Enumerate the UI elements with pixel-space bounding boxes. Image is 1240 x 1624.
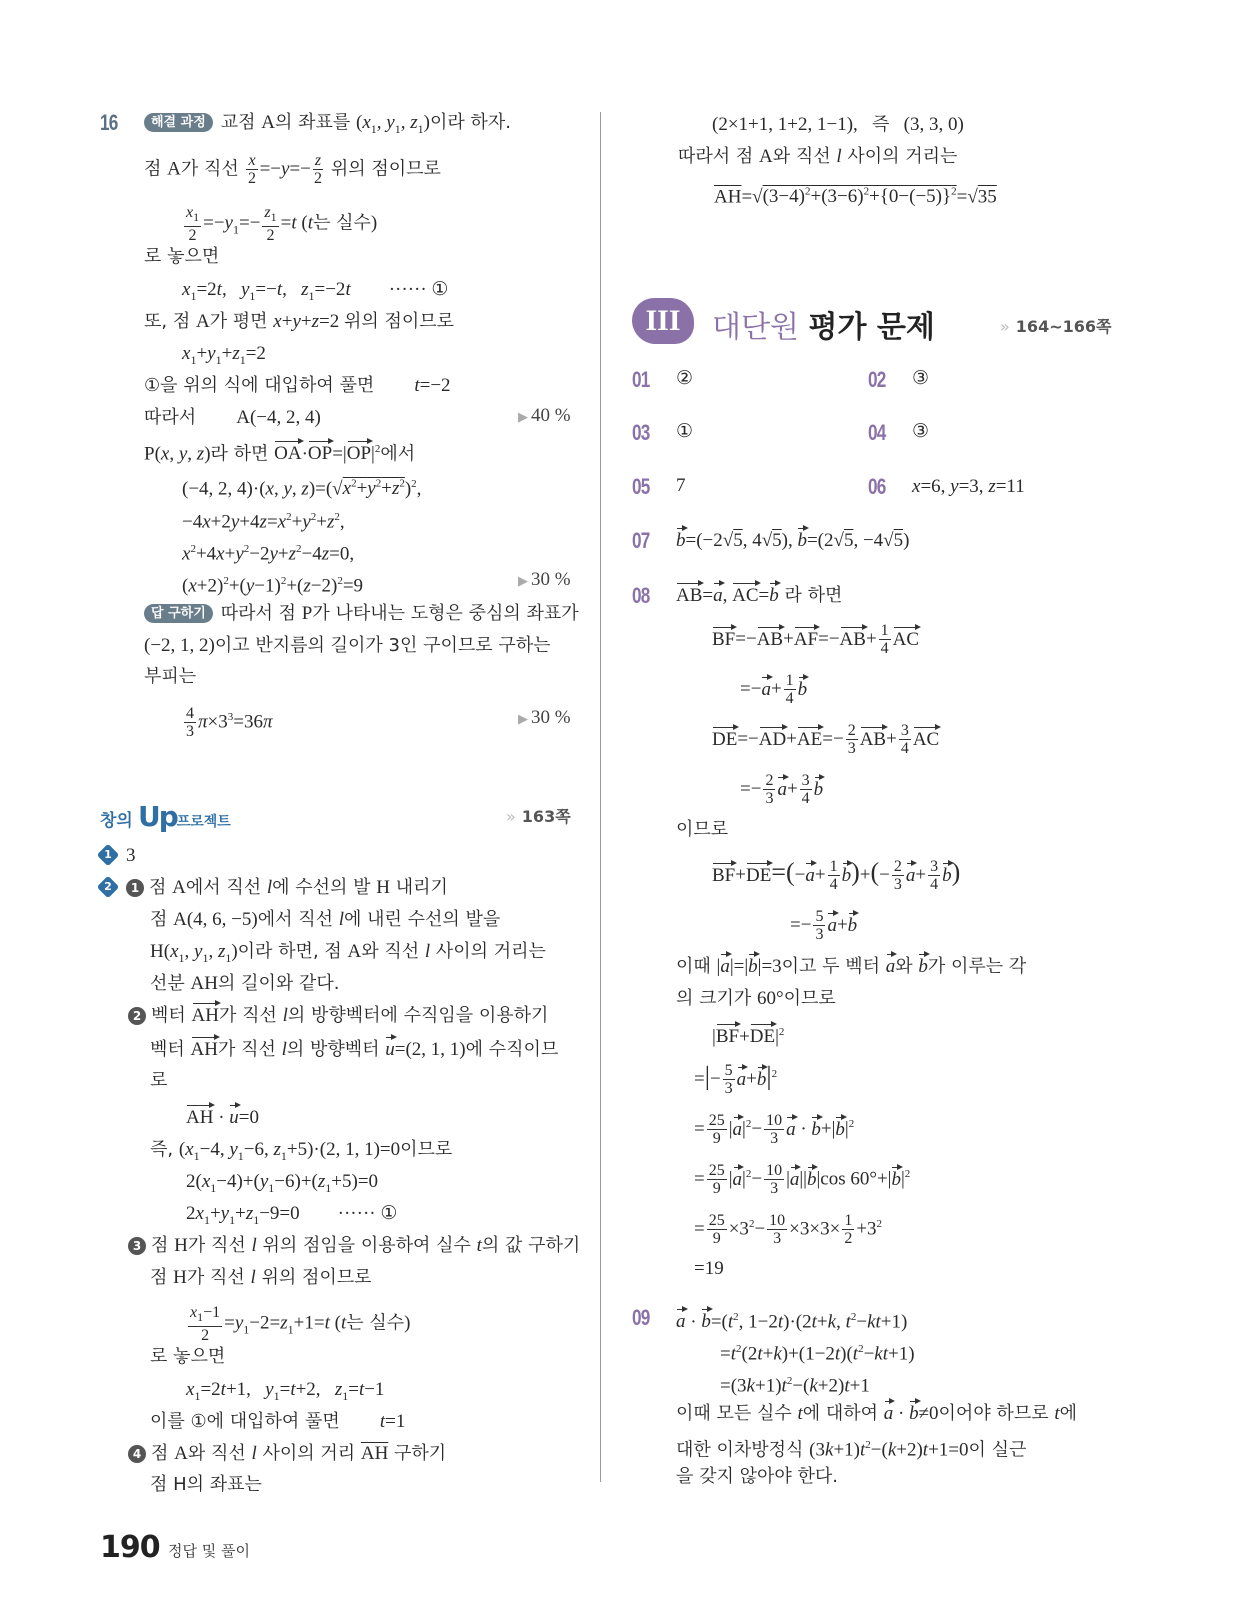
step-2-title: 2 벡터 AH가 직선 l의 방향벡터에 수직임을 이용하기 [128,1003,548,1028]
q16-line-7: $x_1+y_1+z_1=2$ [182,343,266,367]
score-30-a: ▶ 30 % [518,569,571,590]
q08-line-13: = $\frac{25}{9}$ $|a|^2-$ $\frac{10}{3}$ $a \cdot b+|b|^2$ [694,1112,855,1147]
answer-01-num: 01 [632,367,650,392]
unit-roman-badge: III [632,298,694,344]
q16-line-5: $x_1=2t$, $y_1=-t$, $z_1=-2t$ ······ ① [182,279,449,303]
step-4-title: 4 점 A와 직선 l 사이의 거리 $\overline{AH}$ 구하기 [128,1441,446,1466]
q16-line-9: 따라서 A(−4, 2, 4) [144,407,321,428]
q09-line-1: $a \cdot b=(t^2$, 1−2t)·(2t+k, $t^2-kt+1$) [676,1311,908,1333]
number-2-diamond-icon: 2 [97,876,120,899]
step-2-circle-icon: 2 [128,1007,146,1025]
step-3-line-1: 점 H가 직선 l 위의 점이므로 [150,1267,372,1288]
answer-07-num: 07 [632,528,650,553]
answer-04-num: 04 [868,420,886,445]
q16-line-2: 점 A가 직선 $\frac{x}{2}$ =−y=− $\frac{z}{2}$ 위의 점이므로 [144,152,441,187]
step-3-line-2: $\frac{x_1-1}{2}$ $=y_1-2=z_1+1=t$ (t는 실수) [190,1304,411,1345]
q16-line-16: (−2, 1, 2)이고 반지름의 길이가 3인 구이므로 구하는 [144,635,551,656]
q16-line-11: (−4, 2, 4)·(x, y, $z)=(√x^2+y^2+z^2)^2$, [182,478,422,500]
answer-02: ③ [912,368,930,389]
question-number-08: 08 [632,583,650,608]
q08-line-14: = $\frac{25}{9}$ $|a|^2-$ $\frac{10}{3}$ |a||b|cos $60^\circ+|b|^2$ [694,1162,911,1197]
step-2-line-4: 즉, ($x_1-4$, $y_1-6$, $z_1+5)\cdot(2$, 1, 1)=0이므로 [150,1139,453,1163]
q08-line-15: = $\frac{25}{9}$ $\times 3^2-$ $\frac{10}{3}$ ×3×3× $\frac{1}{2}$ $+3^2$ [694,1212,883,1247]
q08-line-4: DE=−AD+AE=− $\frac{2}{3}$ AB+ $\frac{3}{4}$ AC [712,722,940,757]
column-divider [600,112,601,1482]
q08-line-3: =−a+ $\frac{1}{4}$ b [740,672,808,707]
project-page-ref: » 163쪽 [506,807,571,826]
step-3-line-3: 로 놓으면 [150,1346,226,1367]
project-item-1: 1 3 [100,843,136,868]
step-1-line-3: 선분 AH의 길이와 같다. [150,973,340,994]
badge-answer: 답 구하기 [144,604,213,623]
step-1-circle-icon: 1 [126,879,144,897]
answer-02-num: 02 [868,367,886,392]
q16-line-18: $\frac{4}{3}$ $\pi\times 3^3=36\pi$ [186,705,273,740]
step-4-circle-icon: 4 [128,1445,146,1463]
step-2-line-5: $2(x_1-4)+(y_1-6)+(z_1+5)=0$ [186,1171,379,1195]
continued-line-2: 따라서 점 A와 직선 l 사이의 거리는 [678,146,958,167]
q16-line-1: 해결 과정 교점 A의 좌표를 ($x_1$, $y_1$, $z_1$)이라 하자. [144,110,511,141]
q08-line-9: 이때 |a|=|b|=3이고 두 벡터 a와 b가 이루는 각 [676,956,1027,977]
step-2-line-6: $2x_1+y_1+z_1-9=0$ ······ ① [186,1203,398,1227]
q16-line-17: 부피는 [144,666,197,687]
answer-07: b=(−2√5, 4√5), b=(2√5, −4√5) [676,530,910,551]
triangle-marker-icon: ▶ [518,711,528,726]
q08-line-1: AB=a, AC=b 라 하면 [676,585,843,606]
q16-line-4: 로 놓으면 [144,246,220,267]
step-2-line-2: 로 [150,1070,168,1091]
project-title: 창의 Up프로젝트 [100,800,231,833]
q08-line-11: $|BF+DE|^2$ [712,1026,785,1048]
step-3-line-4: $x_1=2t+1$, $y_1=t+2$, $z_1=t-1$ [186,1379,385,1403]
q16-line-12: $-4x+2y+4z=x^2+y^2+z^2$, [182,511,345,533]
q16-line-14: $(x+2)^2+(y-1)^2+(z-2)^2=9$ [182,575,364,597]
q16-line-6: 또, 점 A가 평면 x+y+z=2 위의 점이므로 [144,311,455,332]
q09-line-6: 을 갖지 않아야 한다. [676,1466,838,1487]
footer-label: 정답 및 풀이 [168,1542,250,1560]
q08-line-5: =− $\frac{2}{3}$ a+ $\frac{3}{4}$ b [740,772,824,807]
answer-05-num: 05 [632,474,650,499]
continued-line-1: (2×1+1, 1+2, 1−1), 즉 (3, 3, 0) [712,114,964,135]
chevron-right-icon: » [506,807,516,826]
answer-01: ② [676,368,694,389]
q08-line-8: =− $\frac{5}{3}$ a+b [790,908,858,943]
answer-03-num: 03 [632,420,650,445]
step-1-line-1: 점 A(4, 6, −5)에서 직선 l에 내린 수선의 발을 [150,909,501,930]
score-40: ▶ 40 % [518,405,571,426]
q08-line-12: =|− $\frac{5}{3}$ $a+b|^2$ [694,1061,778,1097]
step-2-line-3: AH · u=0 [186,1107,259,1128]
triangle-marker-icon: ▶ [518,409,528,424]
continued-line-3: $\overline{AH}=√(3-4)^2+(3-6)^2+\{0-(-5)\}^2=√35$ [714,186,997,208]
q09-line-5: 대한 이차방정식 $(3k+1)t^2-(k+2)t+1=0$이 실근 [676,1439,1027,1461]
answer-04: ③ [912,421,930,442]
unit-title: 대단원 평가 문제 [712,310,935,345]
q08-line-6: 이므로 [676,819,729,840]
answer-06: x=6, y=3, z=11 [912,476,1025,497]
question-number-16: 16 [100,110,118,135]
q16-line-15: 답 구하기 따라서 점 P가 나타내는 도형은 중심의 좌표가 [144,601,579,626]
number-1-diamond-icon: 1 [97,844,120,867]
triangle-marker-icon: ▶ [518,573,528,588]
q09-line-4: 이때 모든 실수 t에 대하여 a · b≠0이어야 하므로 t에 [676,1403,1077,1424]
answer-06-num: 06 [868,474,886,499]
q08-line-10: 의 크기가 60°이므로 [676,988,836,1009]
question-number-09: 09 [632,1305,650,1330]
q16-line-8: ①을 위의 식에 대입하여 풀면 t=−2 [144,375,451,396]
q08-line-2: BF=−AB+AF=−AB+ $\frac{1}{4}$ AC [712,622,920,657]
q09-line-3: $=(3k+1)t^2-(k+2)t+1$ [720,1375,870,1397]
answer-03: ① [676,421,694,442]
step-3-line-5: 이를 ①에 대입하여 풀면 t=1 [150,1411,406,1432]
project-item-2-step-1-title: 2 1 점 A에서 직선 l에 수선의 발 H 내리기 [100,875,448,900]
q08-line-16: =19 [694,1258,724,1279]
step-1-line-2: $H(x_1$, $y_1$, $z_1$)이라 하면, 점 A와 직선 l 사이의 거리는 [150,941,546,965]
answer-05: 7 [676,475,686,496]
unit-page-ref: » 164~166쪽 [1000,317,1112,336]
q08-line-7: BF+DE=(−a+ $\frac{1}{4}$ b)+(− $\frac{2}{3}$ a+ $\frac{3}{4}$ b) [712,857,961,893]
q16-line-3: $\frac{x_1}{2}$ $=-y_1=-$ $\frac{z_1}{2}$ =t (t는 실수) [186,204,378,245]
score-30-b: ▶ 30 % [518,707,571,728]
badge-process: 해결 과정 [144,113,213,132]
step-4-line-1: 점 H의 좌표는 [150,1474,262,1495]
chevron-right-icon: » [1000,317,1010,336]
step-3-title: 3 점 H가 직선 l 위의 점임을 이용하여 실수 t의 값 구하기 [128,1233,580,1258]
page-number: 190 [100,1530,160,1565]
step-2-line-1: 벡터 AH가 직선 l의 방향벡터 u=(2, 1, 1)에 수직이므 [150,1039,559,1060]
q16-line-13: $x^2+4x+y^2-2y+z^2-4z=0$, [182,543,355,565]
q16-line-10: P(x, y, z)라 하면 $OA\cdot OP=|OP|^2$에서 [144,443,416,465]
step-3-circle-icon: 3 [128,1237,146,1255]
q09-line-2: $=t^2(2t+k)+(1-2t)(t^2-kt+1)$ [720,1343,915,1365]
